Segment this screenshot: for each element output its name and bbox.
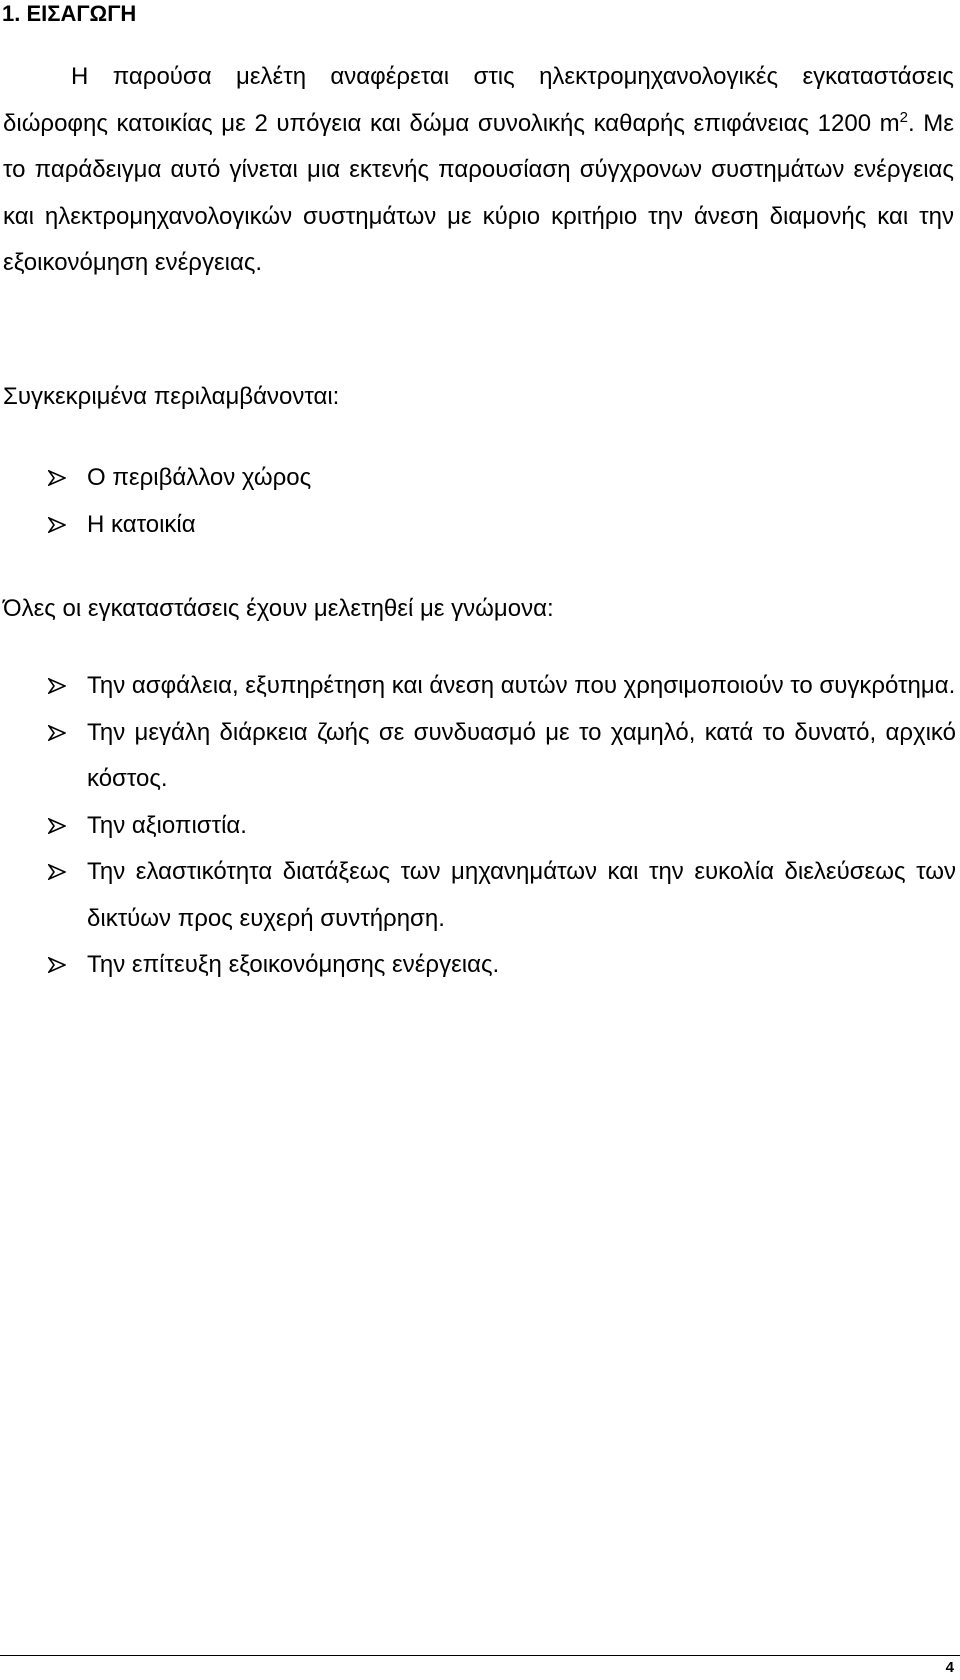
arrowhead-bullet-icon: [48, 864, 66, 880]
arrowhead-bullet-icon: [48, 957, 66, 973]
arrowhead-bullet-icon: [48, 517, 66, 533]
list-item: [0, 849, 956, 942]
section-heading: 1. ΕΙΣΑΓΩΓΗ: [2, 1, 137, 26]
list-item-text: Ο περιβάλλον χώρος: [87, 464, 312, 491]
design-criteria-list: [0, 663, 956, 989]
list-item-text: Την ελαστικότητα διατάξεως των μηχανημάτων και την ευκολία διελεύσεως των δικτύων προς ευχερή συντήρηση.: [87, 858, 956, 932]
list-item-text: Την αξιοπιστία.: [87, 811, 247, 839]
list-item: [0, 710, 956, 803]
list-item: [0, 663, 956, 710]
list-item: [0, 502, 956, 549]
list-item-text: Την ασφάλεια, εξυπηρέτηση και άνεση αυτών που χρησιμοποιούν το συγκρότημα.: [87, 672, 956, 699]
included-items-lead: Συγκεκριμένα περιλαμβάνονται:: [3, 383, 340, 410]
intro-text-end: . Με το παράδειγμα αυτό γίνεται μια εκτενής παρουσίαση σύγχρονων συστημάτων ενέργειας και ηλεκτρομηχανολογικών συστημάτων με κύριο κριτήριο την άνεση διαμονής και την εξοικονόμηση ενέργειας.: [3, 109, 954, 276]
list-item: [0, 803, 956, 850]
arrowhead-bullet-icon: [48, 725, 66, 741]
footer-divider: [0, 1655, 960, 1656]
list-item: [0, 455, 956, 502]
superscript-exponent: 2: [899, 108, 909, 126]
arrowhead-bullet-icon: [48, 818, 66, 834]
list-item-text: Η κατοικία: [87, 510, 196, 538]
page-number: 4: [945, 1659, 954, 1676]
arrowhead-bullet-icon: [48, 678, 66, 694]
arrowhead-bullet-icon: [48, 470, 66, 486]
list-item-text: Την μεγάλη διάρκεια ζωής σε συνδυασμό με το χαμηλό, κατά το δυνατό, αρχικό κόστος.: [87, 718, 956, 792]
intro-paragraph: [3, 54, 954, 287]
intro-text-start: Η παρούσα μελέτη αναφέρεται στις ηλεκτρομηχανολογικές εγκαταστάσεις διώροφης κατοικίας με 2 υπόγεια και δώμα συνολικής καθαρής επιφάνειας 1200 m: [3, 63, 954, 137]
included-items-list: [0, 455, 956, 548]
list-item: [0, 942, 956, 989]
list-item-text: Την επίτευξη εξοικονόμησης ενέργειας.: [87, 951, 500, 978]
design-criteria-lead: Όλες οι εγκαταστάσεις έχουν μελετηθεί με γνώμονα:: [3, 595, 554, 622]
